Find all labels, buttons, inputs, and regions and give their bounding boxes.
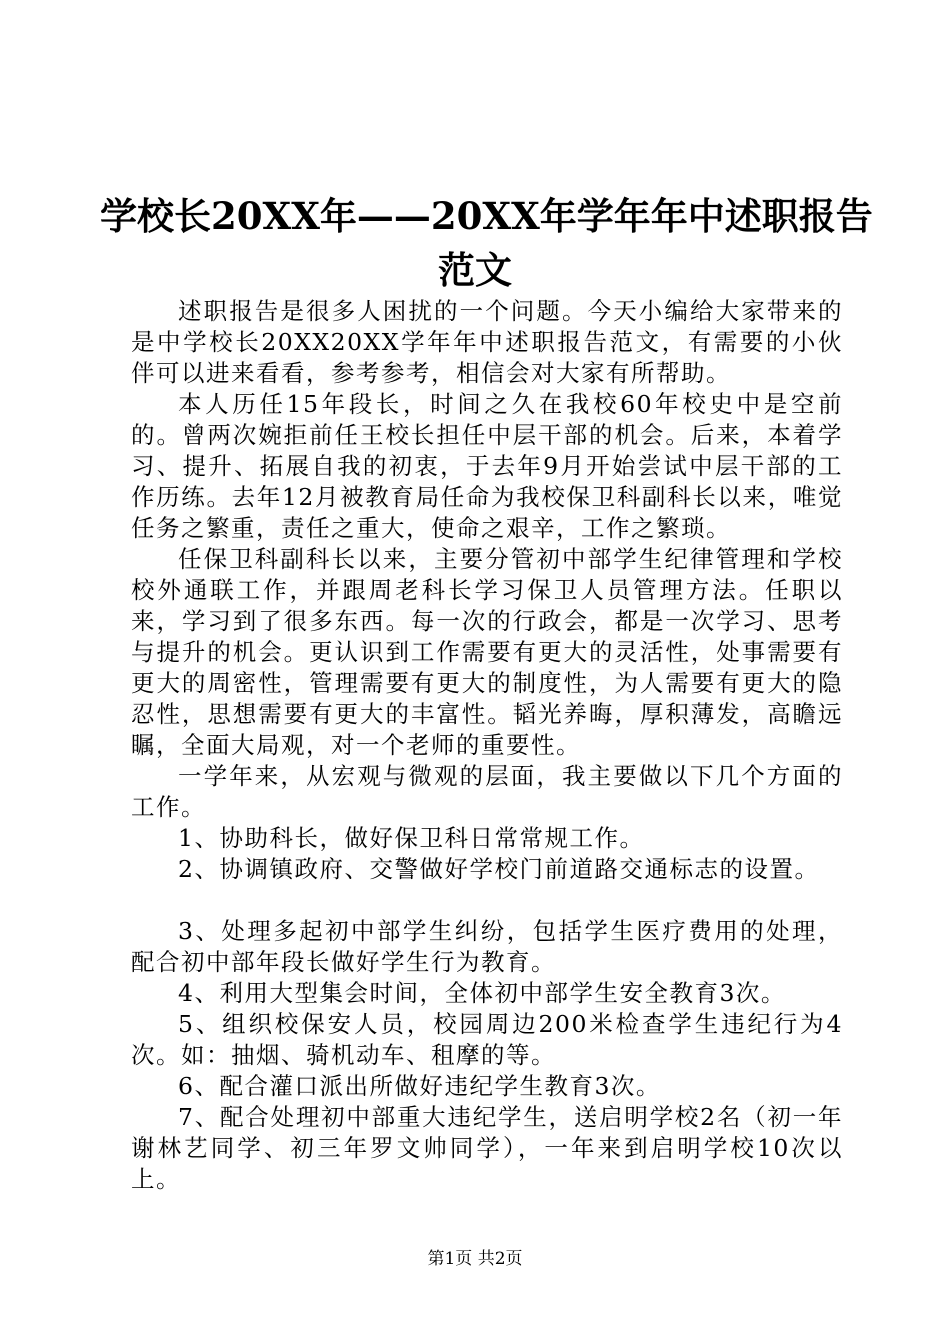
blank-line [131, 885, 843, 916]
list-item: 3、处理多起初中部学生纠纷，包括学生医疗费用的处理，配合初中部年段长做好学生行为教育。 [131, 917, 843, 976]
document-title-line-1: 学校长20XX年——20XX年学年年中述职报告 [100, 194, 873, 238]
list-item: 7、配合处理初中部重大违纪学生，送启明学校2名（初一年谢林艺同学、初三年罗文帅同学），一年来到启明学校10次以上。 [131, 1103, 843, 1193]
paragraph-background: 本人历任15年段长，时间之久在我校60年校史中是空前的。曾两次婉拒前任王校长担任中层干部的机会。后来，本着学习、提升、拓展自我的初衷，于去年9月开始尝试中层干部的工作历练。去年12月被教育局任命为我校保卫科副科长以来，唯觉任务之繁重，责任之重大，使命之艰辛，工作之繁琐。 [131, 390, 843, 542]
list-item: 2、协调镇政府、交警做好学校门前道路交通标志的设置。 [178, 855, 820, 883]
list-item: 4、利用大型集会时间，全体初中部学生安全教育3次。 [178, 979, 786, 1007]
document-body [131, 296, 843, 1195]
document-title-line-2: 范文 [438, 248, 512, 292]
paragraph-work-intro: 一学年来，从宏观与微观的层面，我主要做以下几个方面的工作。 [131, 762, 843, 821]
list-item: 5、组织校保安人员，校园周边200米检查学生违纪行为4次。如：抽烟、骑机动车、租摩的等。 [131, 1010, 843, 1069]
page-footer: 第1页 共2页 [427, 1249, 523, 1269]
paragraph-intro: 述职报告是很多人困扰的一个问题。今天小编给大家带来的是中学校长20XX20XX学年年中述职报告范文，有需要的小伙伴可以进来看看，参考参考，相信会对大家有所帮助。 [131, 297, 843, 387]
paragraph-duties: 任保卫科副科长以来，主要分管初中部学生纪律管理和学校校外通联工作，并跟周老科长学习保卫人员管理方法。任职以来，学习到了很多东西。每一次的行政会，都是一次学习、思考与提升的机会。更认识到工作需要有更大的灵活性，处事需要有更大的周密性，管理需要有更大的制度性，为人需要有更大的隐忍性，思想需要有更大的丰富性。韬光养晦，厚积薄发，高瞻远瞩，全面大局观，对一个老师的重要性。 [131, 545, 843, 759]
list-item: 1、协助科长，做好保卫科日常常规工作。 [178, 824, 645, 852]
list-item: 6、配合灌口派出所做好违纪学生教育3次。 [178, 1072, 661, 1100]
